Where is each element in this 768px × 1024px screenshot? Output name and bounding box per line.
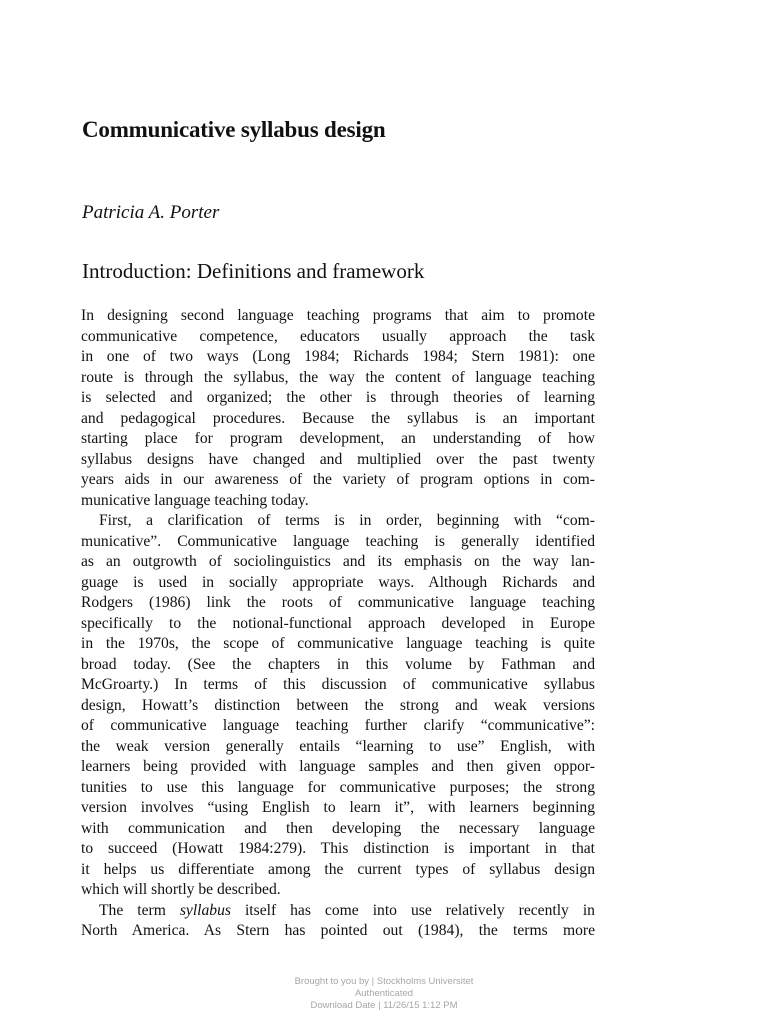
- body-text: [81, 306, 595, 942]
- download-footer: [0, 976, 768, 1012]
- text-line: In designing second language teaching programs that aim to promote: [81, 307, 595, 324]
- text-segment: itself has come into use relatively recently in: [230, 901, 595, 919]
- text-line: municative”. Communicative language teaching is generally identified: [81, 532, 595, 550]
- text-line: McGroarty.) In terms of this discussion of communicative syllabus: [81, 676, 595, 693]
- text-line: Rodgers (1986) link the roots of communicative language teaching: [81, 594, 595, 611]
- text-line: tunities to use this language for communicative purposes; the strong: [81, 778, 595, 796]
- text-line: years aids in our awareness of the variety of program options in com-: [81, 471, 595, 488]
- section-heading: Introduction: Definitions and framework: [82, 259, 425, 283]
- text-line: broad today. (See the chapters in this volume by Fathman and: [81, 655, 595, 673]
- author-name: Patricia A. Porter: [82, 202, 220, 223]
- footer-line: Authenticated: [354, 988, 414, 999]
- text-line: guage is used in socially appropriate ways. Although Richards and: [81, 573, 595, 591]
- text-line: design, Howatt’s distinction between the strong and weak versions: [81, 696, 595, 714]
- text-line: syllabus designs have changed and multiplied over the past twenty: [81, 450, 595, 468]
- text-line: of communicative language teaching further clarify “communicative”:: [81, 717, 595, 734]
- text-line: as an outgrowth of sociolinguistics and its emphasis on the way lan-: [81, 553, 595, 570]
- text-line: in the 1970s, the scope of communicative language teaching is quite: [81, 635, 595, 652]
- text-line: specifically to the notional-functional approach developed in Europe: [81, 614, 595, 632]
- text-line: version involves “using English to learn it”, with learners beginning: [81, 799, 595, 816]
- text-line: with communication and then developing the necessary language: [81, 819, 595, 837]
- text-line: communicative competence, educators usually approach the task: [81, 327, 595, 345]
- page-title: Communicative syllabus design: [82, 117, 386, 142]
- text-line: in one of two ways (Long 1984; Richards 1984; Stern 1981): one: [81, 348, 595, 365]
- text-line: to succeed (Howatt 1984:279). This distinction is important in that: [81, 840, 595, 857]
- text-line: is selected and organized; the other is through theories of learning: [81, 389, 595, 406]
- italic-term: syllabus: [179, 901, 231, 919]
- text-line: starting place for program development, an understanding of how: [81, 430, 595, 447]
- text-line: which will shortly be described.: [81, 881, 281, 898]
- paragraph-3: [81, 901, 595, 942]
- text-line: and pedagogical procedures. Because the syllabus is an important: [81, 409, 595, 427]
- text-segment: The term: [99, 901, 180, 919]
- footer-line: Brought to you by | Stockholms Universitet: [294, 976, 474, 987]
- footer-line: Download Date | 11/26/15 1:12 PM: [310, 1000, 458, 1011]
- text-line: North America. As Stern has pointed out (1984), the terms more: [81, 922, 595, 939]
- text-line: the weak version generally entails “learning to use” English, with: [81, 737, 595, 755]
- text-line: route is through the syllabus, the way the content of language teaching: [81, 368, 595, 386]
- paragraph-1: [81, 306, 595, 511]
- paragraph-2: [81, 511, 595, 901]
- text-line: [81, 901, 595, 922]
- text-line: learners being provided with language samples and then given oppor-: [81, 758, 595, 775]
- text-line: First, a clarification of terms is in order, beginning with “com-: [99, 512, 595, 529]
- text-line: it helps us differentiate among the current types of syllabus design: [81, 860, 595, 878]
- text-line: municative language teaching today.: [81, 491, 309, 509]
